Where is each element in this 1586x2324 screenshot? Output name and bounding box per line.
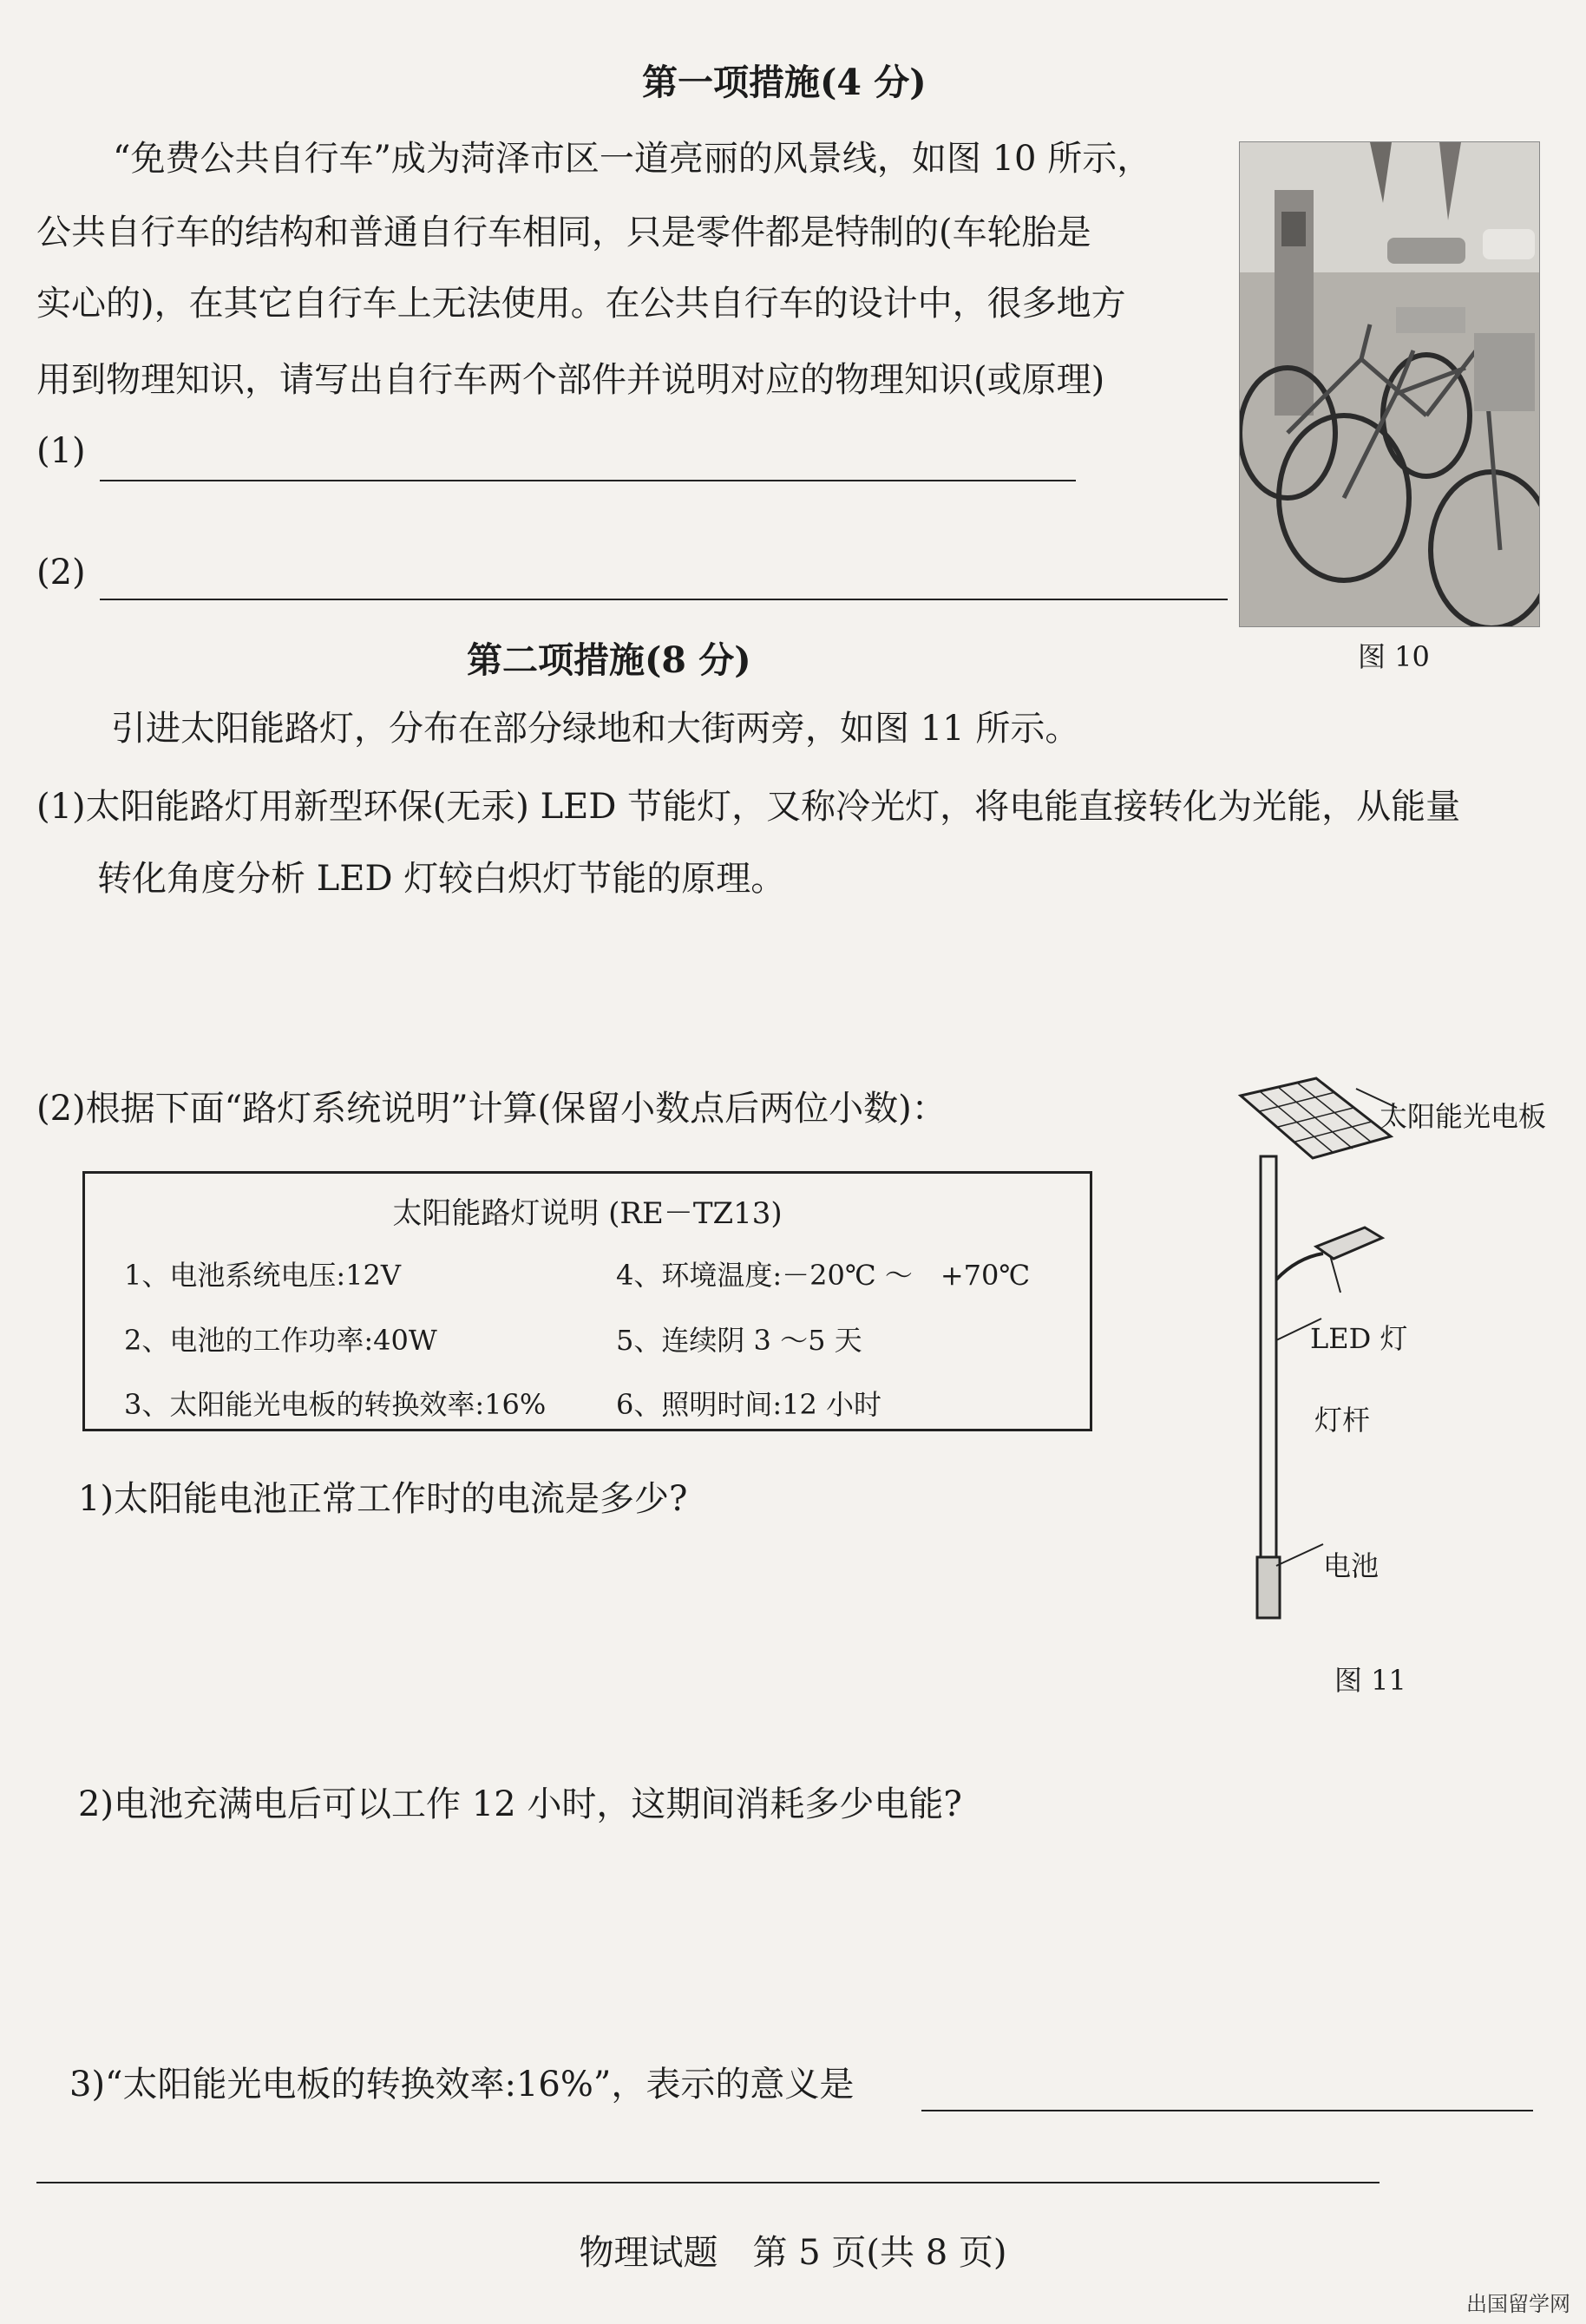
subquestion-1: 1)太阳能电池正常工作时的电流是多少? — [78, 1479, 688, 1519]
page-footer: 物理试题 第 5 页(共 8 页) — [579, 2233, 1007, 2273]
label-lamp-pole: 灯杆 — [1314, 1404, 1371, 1437]
subquestion-2: 2)电池充满电后可以工作 12 小时，这期间消耗多少电能? — [78, 1784, 962, 1824]
answer-blank-2-label: (2) — [36, 553, 86, 592]
lamp-pole-icon — [1261, 1156, 1276, 1616]
label-led-lamp: LED 灯 — [1310, 1322, 1408, 1355]
spec-item-voltage: 1、电池系统电压:12V — [124, 1259, 401, 1292]
section2-title: 第二项措施(8 分) — [467, 639, 751, 681]
section1-para-line2: 公共自行车的结构和普通自行车相同，只是零件都是特制的(车轮胎是 — [36, 213, 1091, 252]
answer-blank-3-continuation-line[interactable] — [36, 2182, 1380, 2183]
bicycle-photo — [1239, 141, 1540, 627]
question1-line1: (1)太阳能路灯用新型环保(无汞) LED 节能灯，又称冷光灯，将电能直接转化为光能，从能量 — [36, 787, 1461, 827]
answer-blank-1-label: (1) — [36, 431, 86, 471]
solar-panel-icon — [1241, 1078, 1391, 1158]
spec-item-efficiency: 3、太阳能光电板的转换效率:16% — [124, 1388, 547, 1421]
answer-blank-1-line[interactable] — [100, 480, 1076, 481]
subquestion-3: 3)“太阳能光电板的转换效率:16%”，表示的意义是 — [69, 2065, 855, 2105]
answer-blank-3-line[interactable] — [921, 2110, 1533, 2111]
spec-item-lighting-time: 6、照明时间:12 小时 — [616, 1388, 882, 1421]
label-solar-panel: 太阳能光电板 — [1380, 1100, 1547, 1133]
spec-item-overcast: 5、连续阴 3 ～5 天 — [616, 1324, 862, 1357]
question2-text: (2)根据下面“路灯系统说明”计算(保留小数点后两位小数)： — [36, 1089, 947, 1129]
section1-para-line1: “免费公共自行车”成为菏泽市区一道亮丽的风景线，如图 10 所示， — [113, 139, 1152, 179]
figure10-caption: 图 10 — [1358, 640, 1430, 673]
figure11-caption: 图 11 — [1334, 1664, 1406, 1697]
watermark-logo: 出国留学网 — [1466, 2292, 1570, 2316]
spec-title: 太阳能路灯说明 (RE－TZ13) — [392, 1196, 783, 1231]
label-battery: 电池 — [1323, 1549, 1380, 1582]
section1-para-line3: 实心的)，在其它自行车上无法使用。在公共自行车的设计中，很多地方 — [36, 284, 1126, 324]
answer-blank-2-line[interactable] — [100, 599, 1228, 600]
spec-item-power: 2、电池的工作功率:40W — [124, 1324, 437, 1357]
section2-intro: 引进太阳能路灯，分布在部分绿地和大街两旁，如图 11 所示。 — [111, 709, 1080, 749]
section1-title: 第一项措施(4 分) — [642, 62, 927, 103]
spec-item-temperature: 4、环境温度:－20℃ ～ +70℃ — [616, 1259, 1031, 1292]
spec-table — [82, 1171, 1092, 1431]
section1-para-line4: 用到物理知识，请写出自行车两个部件并说明对应的物理知识(或原理) — [36, 360, 1105, 400]
led-lamp-icon — [1316, 1227, 1382, 1259]
question1-line2: 转化角度分析 LED 灯较白炽灯节能的原理。 — [97, 859, 786, 899]
battery-icon — [1257, 1557, 1280, 1618]
